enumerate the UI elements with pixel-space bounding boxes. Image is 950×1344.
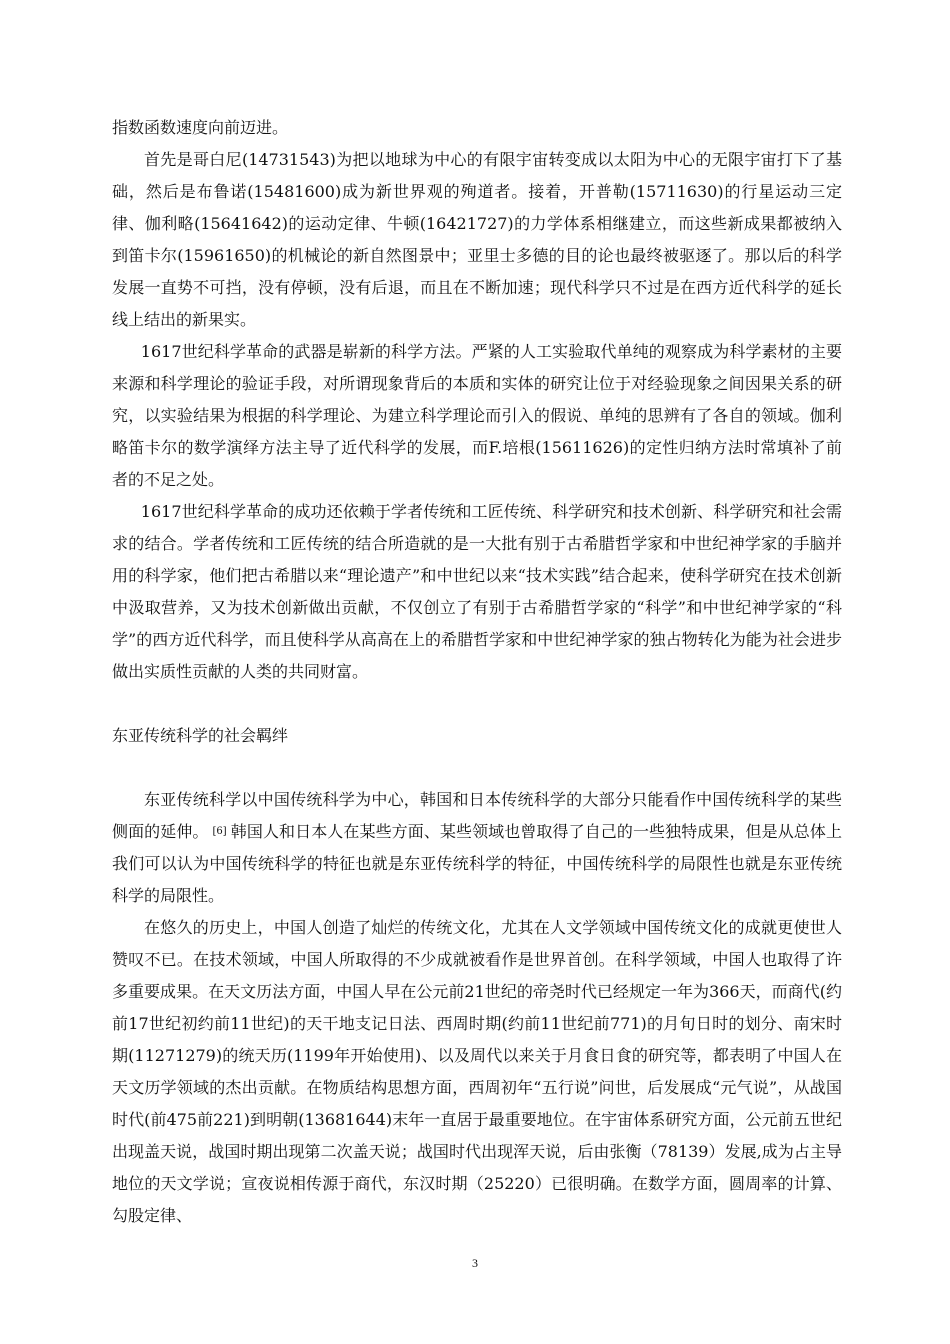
paragraph-copernicus: 首先是哥白尼(14731543)为把以地球为中心的有限宇宙转变成以太阳为中心的无限宇宙打下了基础，然后是布鲁诺(15481600)成为新世界观的殉道者。接着，开普勒(15711630)的行星运动三定律、伽利略(15641642)的运动定律、牛顿(16421727)的力学体系相继建立，而这些新成果都被纳入到笛卡尔(15961650)的机械论的新自然图景中；亚里士多德的目的论也最终被驱逐了。那以后的科学发展一直势不可挡，没有停顿，没有后退，而且在不断加速；现代科学只不过是在西方近代科学的延长线上结出的新果实。 xyxy=(112,150,842,329)
paragraph-scientific-method: 1617世纪科学革命的武器是崭新的科学方法。严紧的人工实验取代单纯的观察成为科学素材的主要来源和科学理论的验证手段，对所谓现象背后的本质和实体的研究让位于对经验现象之间因果关系的研究，以实验结果为根据的科学理论、为建立科学理论而引入的假说、单纯的思辨有了各自的领域。伽利略笛卡尔的数学演绎方法主导了近代科学的发展，而F.培根(15611626)的定性归纳方法时常填补了前者的不足之处。 xyxy=(112,342,842,489)
paragraph-traditions: 1617世纪科学革命的成功还依赖于学者传统和工匠传统、科学研究和技术创新、科学研究和社会需求的结合。学者传统和工匠传统的结合所造就的是一大批有别于古希腊哲学家和中世纪神学家的手脑并用的科学家，他们把古希腊以来“理论遗产”和中世纪以来“技术实践”结合起来，使科学研究在技术创新中汲取营养，又为技术创新做出贡献，不仅创立了有别于古希腊哲学家的“科学”和中世纪神学家的“科学”的西方近代科学，而且使科学从高高在上的希腊哲学家和中世纪神学家的独占物转化为能为社会进步做出实质性贡献的人类的共同财富。 xyxy=(112,502,842,681)
paragraph-east-asia-part-2: 韩国人和日本人在某些方面、某些领域也曾取得了自己的一些独特成果，但是从总体上我们可以认为中国传统科学的特征也就是东亚传统科学的特征，中国传统科学的局限性也就是东亚传统科学的局限性。 xyxy=(112,822,842,905)
paragraph-continuation: 指数函数速度向前迈进。 xyxy=(112,118,289,137)
page-number: 3 xyxy=(472,1256,478,1270)
document-body xyxy=(112,112,842,1232)
paragraph-east-asia xyxy=(112,784,842,912)
paragraph-chinese-achievements: 在悠久的历史上，中国人创造了灿烂的传统文化，尤其在人文学领域中国传统文化的成就更使世人赞叹不已。在技术领域，中国人所取得的不少成就被看作是世界首创。在科学领域，中国人也取得了许多重要成果。在天文历法方面，中国人早在公元前21世纪的帝尧时代已经规定一年为366天，而商代(约前17世纪初约前11世纪)的天干地支记日法、西周时期(约前11世纪前771)的月旬日时的划分、南宋时期(11271279)的统天历(1199年开始使用)、以及周代以来关于月食日食的研究等，都表明了中国人在天文历学领域的杰出贡献。在物质结构思想方面，西周初年“五行说”问世，后发展成“元气说”，从战国时代(前475前221)到明朝(13681644)末年一直居于最重要地位。在宇宙体系研究方面，公元前五世纪出现盖天说，战国时期出现第二次盖天说；战国时代出现浑天说，后由张衡（78139）发展,成为占主导地位的天文学说；宣夜说相传源于商代，东汉时期（25220）已很明确。在数学方面，圆周率的计算、勾股定律、 xyxy=(112,918,842,1225)
section-heading: 东亚传统科学的社会羁绊 xyxy=(112,726,289,745)
paragraph-east-asia-part-1: 东亚传统科学以中国传统科学为中心，韩国和日本传统科学的大部分只能看作中国传统科学的某些侧面的延伸。 xyxy=(112,790,842,841)
citation-reference: [6] xyxy=(212,826,227,837)
